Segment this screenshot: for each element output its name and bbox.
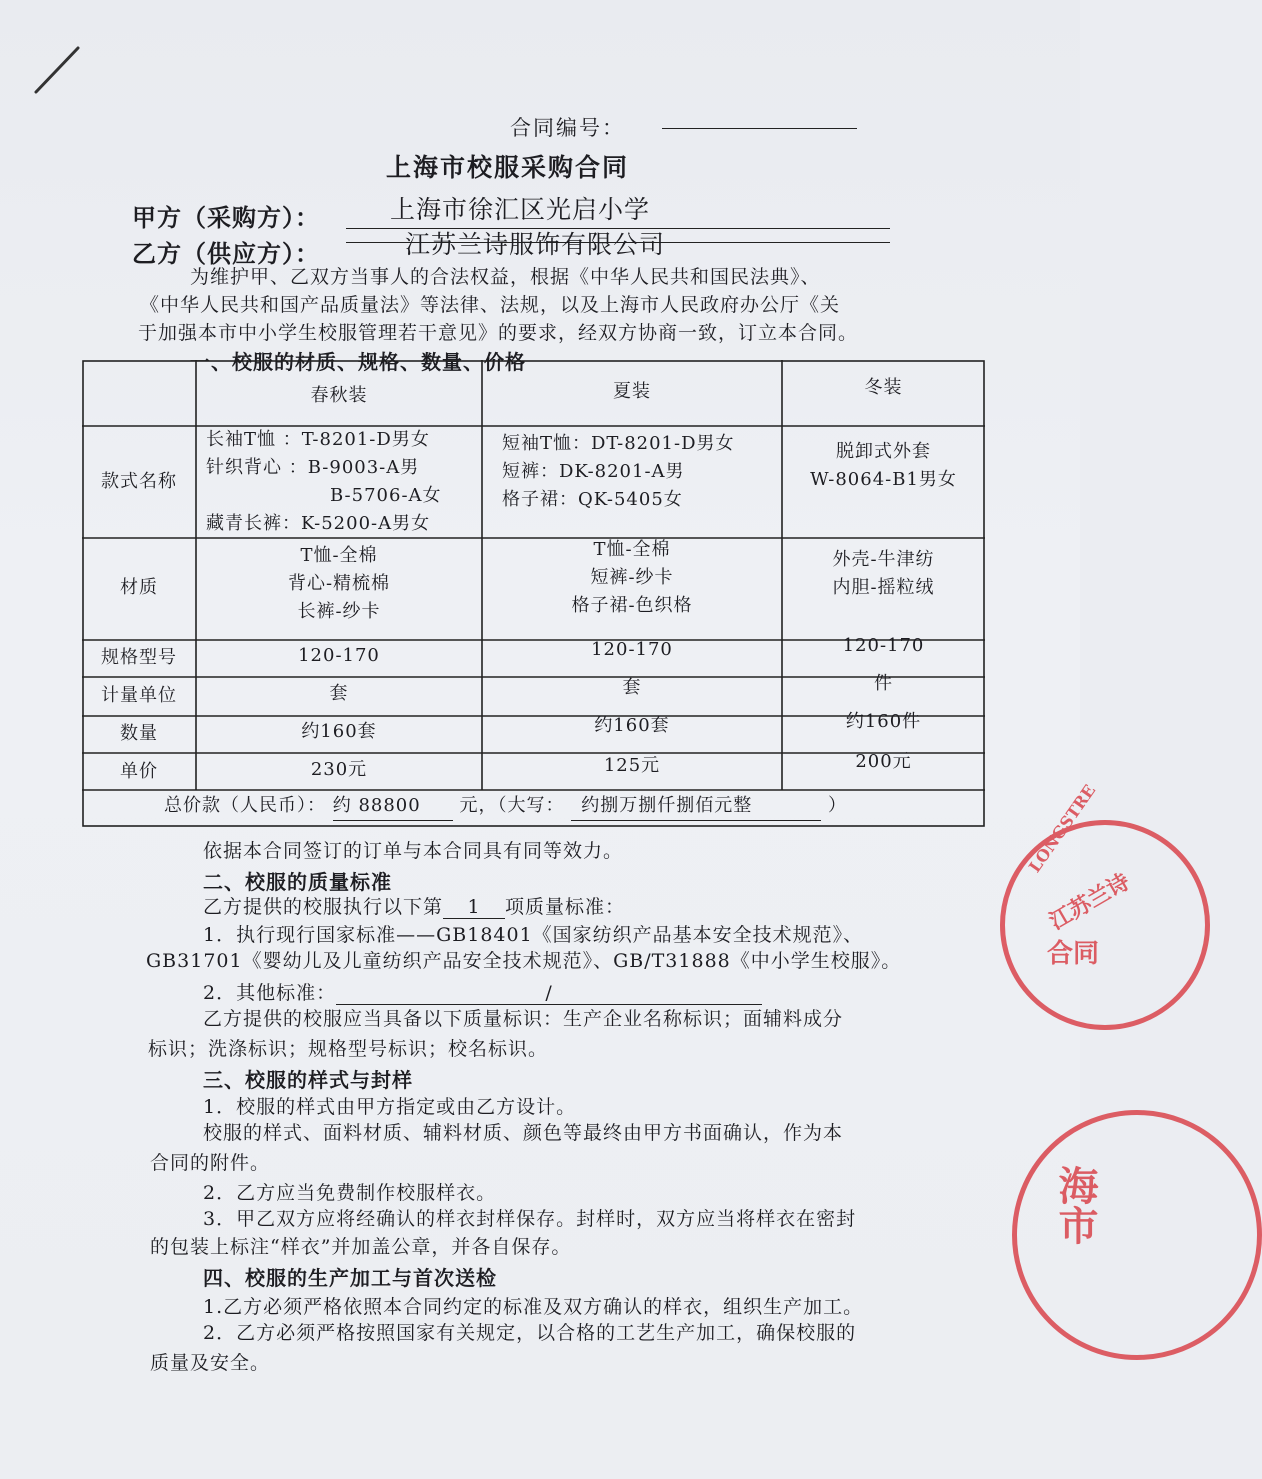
total-words: 约捌万捌仟捌佰元整 (571, 792, 821, 821)
style-rule-confirm-cont: 合同的附件。 (150, 1152, 271, 1174)
style-rule-2: 2．乙方应当免费制作校服样衣。 (203, 1182, 497, 1204)
style-spring-line: 藏青长裤：K-5200-A男女 (206, 513, 431, 534)
style-summer-line: 短裤：DK-8201-A男 (502, 461, 685, 482)
contract-no-blank (662, 128, 857, 129)
material-line: T恤-全棉 (593, 539, 671, 560)
price-winter: 200元 (855, 751, 912, 772)
standard-2 (203, 978, 762, 1005)
seal-text: 合同 (1047, 939, 1100, 969)
production-rule-2-cont: 质量及安全。 (150, 1352, 271, 1374)
quality-item-number: 1 (443, 896, 505, 919)
col-header-spring: 春秋装 (310, 385, 368, 406)
material-spring (196, 542, 482, 626)
contract-no-label: 合同编号： (510, 116, 625, 140)
standard-1: 1．执行现行国家标准——GB18401《国家纺织产品基本安全技术规范》、 (203, 924, 864, 946)
row-label-unit: 计量单位 (101, 685, 177, 706)
row-label-material: 材质 (120, 577, 158, 598)
style-winter-line: 脱卸式外套 (836, 441, 931, 462)
style-winter-line: W-8064-B1男女 (810, 469, 957, 490)
material-line: 短裤-纱卡 (590, 567, 674, 588)
unit-spring: 套 (329, 683, 349, 704)
standard-2-value: / (336, 982, 762, 1005)
party-b-value: 江苏兰诗服饰有限公司 (405, 230, 666, 259)
party-a-label: 甲方（采购方）： (132, 203, 320, 232)
style-rule-1: 1．校服的样式由甲方指定或由乙方设计。 (203, 1096, 577, 1118)
school-seal (1012, 1110, 1262, 1360)
style-spring-line: 针织背心 ：B-9003-A男 (206, 457, 420, 478)
uniform-table (82, 360, 985, 827)
price-summer: 125元 (603, 755, 661, 776)
order-validity: 依据本合同签订的订单与本合同具有同等效力。 (203, 840, 624, 862)
style-summer (502, 430, 782, 514)
style-rule-confirm: 校服的样式、面料材质、辅料材质、颜色等最终由甲方书面确认，作为本 (203, 1122, 844, 1144)
size-spring: 120-170 (298, 645, 380, 666)
section-3-title: 三、校服的样式与封样 (203, 1068, 413, 1092)
material-line: 背心-精梳棉 (287, 573, 391, 594)
material-line: 格子裙-色织格 (571, 595, 693, 616)
quality-text: 项质量标准： (505, 896, 626, 918)
seal-text: 海市 (1052, 1165, 1099, 1245)
quality-labels-cont: 标识；洗涤标识；规格型号标识；校名标识。 (148, 1038, 549, 1060)
total-close: ） (827, 795, 847, 816)
col-header-summer: 夏装 (613, 381, 651, 402)
seal-text: LONGSTRE (1025, 781, 1100, 876)
section-1-title: 一、校服的材质、规格、数量、价格 (190, 350, 526, 374)
quality-standard-line (203, 892, 625, 919)
intro-line-3: 于加强本市中小学生校服管理若干意见》的要求，经双方协商一致，订立本合同。 (138, 322, 859, 344)
seal-text: 江苏兰诗 (1045, 868, 1135, 936)
production-rule-2: 2．乙方必须严格按照国家有关规定，以合格的工艺生产加工，确保校服的 (203, 1322, 857, 1344)
size-summer: 120-170 (591, 639, 673, 660)
production-rule-1: 1.乙方必须严格依照本合同约定的标准及双方确认的样衣，组织生产加工。 (203, 1296, 864, 1318)
qty-winter: 约160件 (845, 711, 922, 732)
pen-mark-icon (30, 40, 90, 100)
col-header-winter: 冬装 (864, 377, 903, 398)
section-4-title: 四、校服的生产加工与首次送检 (203, 1266, 497, 1290)
qty-summer: 约160套 (594, 715, 670, 736)
style-spring-line: 长袖T恤 ：T-8201-D男女 (206, 429, 430, 450)
style-rule-3-cont: 的包装上标注“样衣”并加盖公章，并各自保存。 (150, 1236, 572, 1258)
quality-labels: 乙方提供的校服应当具备以下质量标识：生产企业名称标识；面辅料成分 (203, 1008, 844, 1030)
material-summer (482, 536, 782, 620)
price-spring: 230元 (310, 759, 368, 780)
company-seal (1000, 781, 1210, 1030)
party-a-value: 上海市徐汇区光启小学 (390, 195, 651, 224)
unit-winter: 件 (874, 673, 893, 694)
row-label-qty: 数量 (120, 723, 158, 744)
style-rule-3: 3．甲乙双方应将经确认的样衣封样保存。封样时，双方应当将样衣在密封 (203, 1208, 857, 1230)
page-title: 上海市校服采购合同 (386, 153, 630, 182)
row-label-size: 规格型号 (101, 647, 177, 668)
material-line: 外壳-牛津纺 (832, 549, 935, 570)
standard-2-label: 2．其他标准： (203, 982, 337, 1004)
row-label-style: 款式名称 (101, 471, 177, 492)
style-winter (782, 438, 985, 494)
style-spring (206, 426, 482, 538)
total-unit: 元，（大写： (459, 795, 565, 816)
party-b-label: 乙方（供应方）： (132, 239, 320, 268)
total-amount: 约 88800 (333, 792, 453, 821)
total-row (164, 792, 964, 821)
unit-summer: 套 (622, 677, 642, 698)
material-winter (782, 546, 985, 602)
style-spring-line: B-5706-A女 (330, 485, 442, 506)
qty-spring: 约160套 (301, 721, 377, 742)
size-winter: 120-170 (842, 635, 925, 656)
row-label-price: 单价 (120, 761, 158, 782)
material-line: T恤-全棉 (300, 545, 378, 566)
standard-1-cont: GB31701《婴幼儿及儿童纺织产品安全技术规范》、GB/T31888《中小学生校服》。 (146, 950, 902, 972)
quality-text: 乙方提供的校服执行以下第 (203, 896, 444, 918)
style-summer-line: 短袖T恤：DT-8201-D男女 (502, 433, 735, 454)
style-summer-line: 格子裙：QK-5405女 (502, 489, 683, 510)
material-line: 内胆-摇粒绒 (832, 577, 935, 598)
intro-line-2: 《中华人民共和国产品质量法》等法律、法规，以及上海市人民政府办公厅《关 (140, 294, 841, 316)
total-label: 总价款（人民币）： (164, 795, 326, 816)
section-2-title: 二、校服的质量标准 (203, 870, 392, 894)
intro-line-1: 为维护甲、乙双方当事人的合法权益，根据《中华人民共和国民法典》、 (190, 266, 821, 288)
material-line: 长裤-纱卡 (297, 601, 381, 622)
